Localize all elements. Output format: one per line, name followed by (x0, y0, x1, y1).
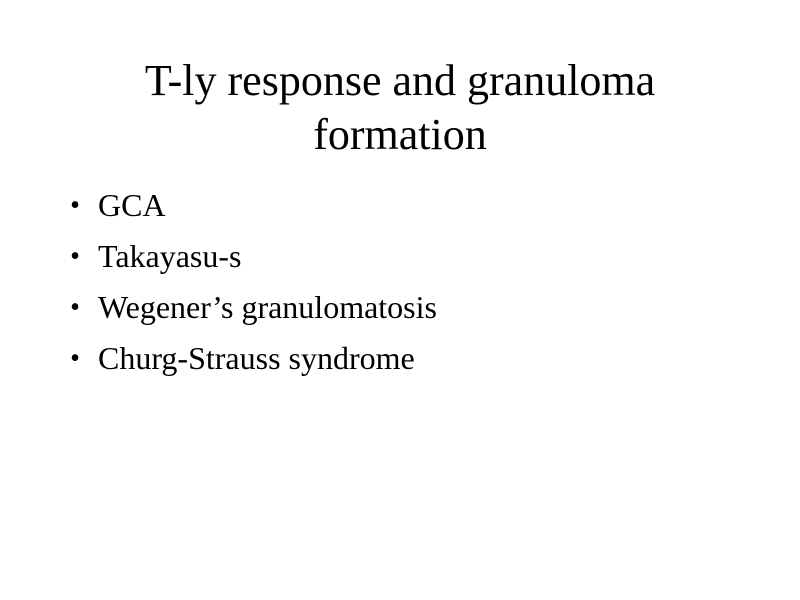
bullet-item-churg-strauss (68, 333, 437, 384)
slide-title-line-2: formation (313, 110, 487, 159)
bullet-list (68, 180, 437, 384)
bullet-text: Wegener’s granulomatosis (98, 289, 437, 325)
slide-title (40, 54, 760, 162)
bullet-text: Churg-Strauss syndrome (98, 340, 415, 376)
bullet-item-takayasu (68, 231, 437, 282)
bullet-item-wegener (68, 282, 437, 333)
bullet-text: Takayasu-s (98, 238, 242, 274)
bullet-icon: • (70, 292, 80, 323)
bullet-icon: • (70, 190, 80, 221)
bullet-icon: • (70, 241, 80, 272)
slide-title-line-1: T-ly response and granuloma (144, 56, 656, 105)
bullet-text: GCA (98, 187, 166, 223)
bullet-item-gca (68, 180, 437, 231)
bullet-icon: • (70, 343, 80, 374)
